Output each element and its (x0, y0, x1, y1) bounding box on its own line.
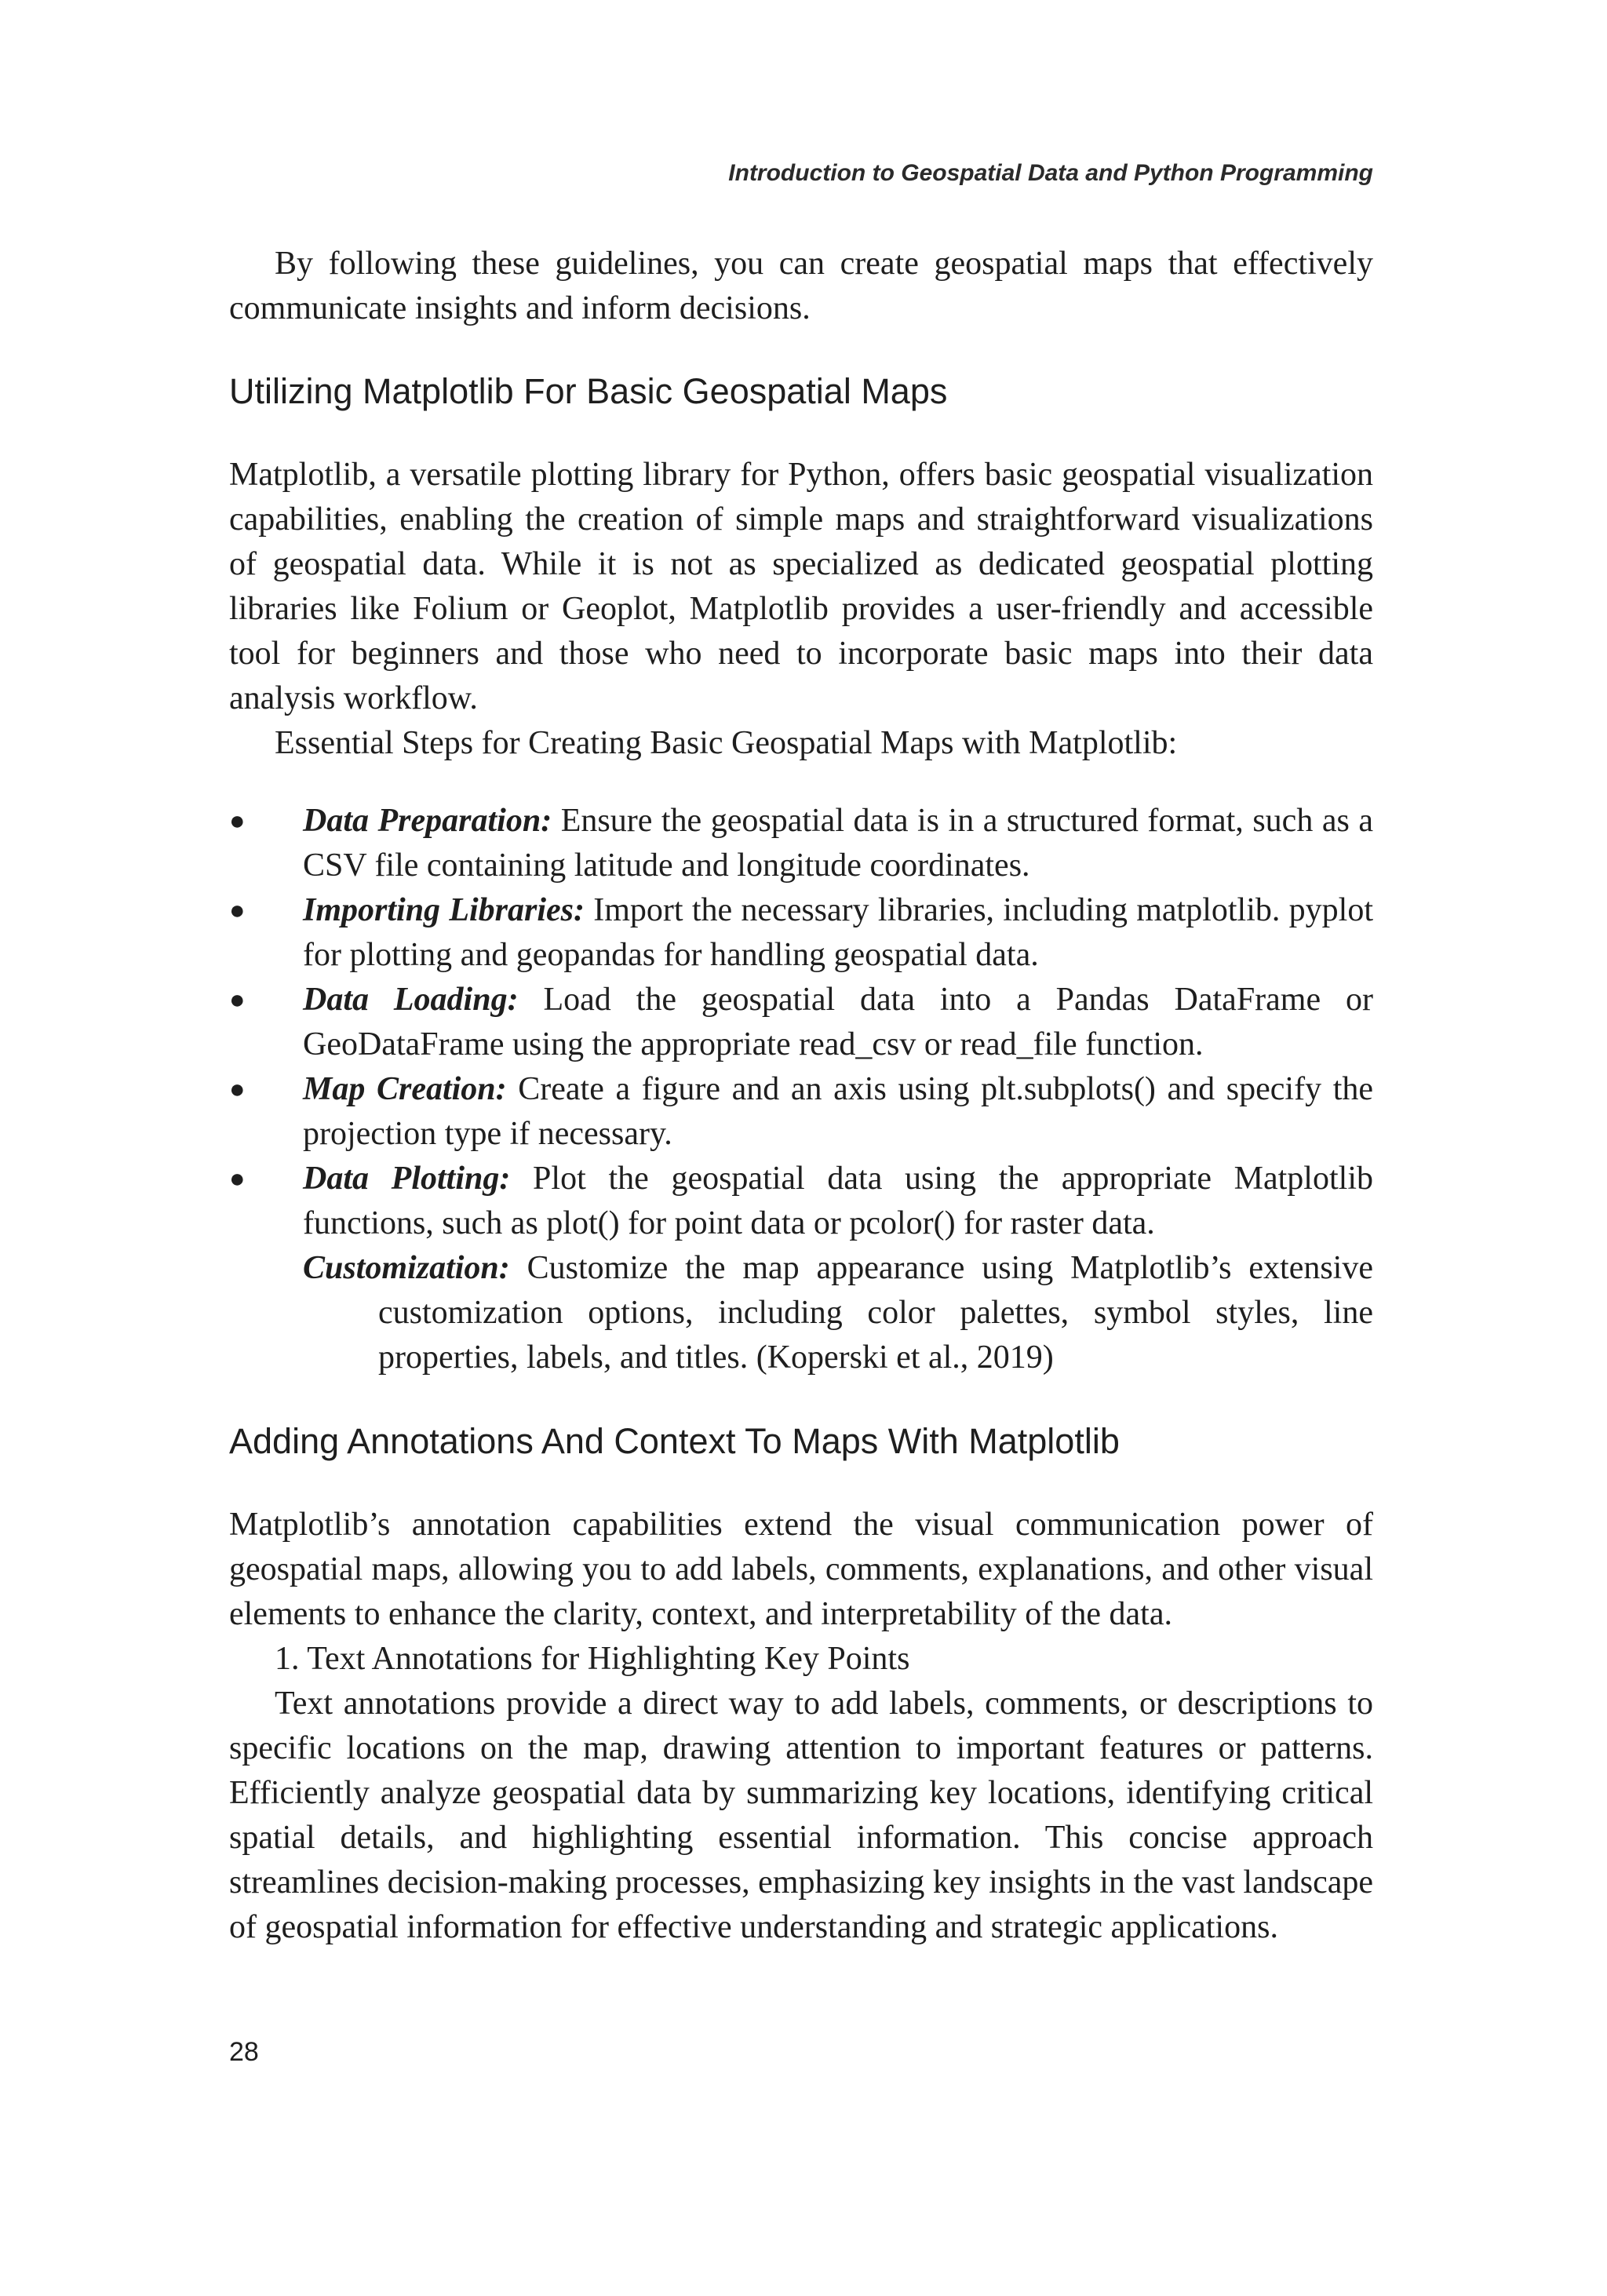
steps-list (229, 799, 1373, 1246)
bullet-icon: ● (229, 986, 246, 1015)
bullet-text: Ensure the geospatial data is in a structured format, such as a CSV file containing latitude and longitude coordinates. (303, 803, 1374, 884)
steps-intro: Essential Steps for Creating Basic Geospatial Maps with Matplotlib: (275, 725, 1178, 761)
bullet-term: Importing Libraries: (303, 892, 585, 928)
running-header: Introduction to Geospatial Data and Python Programming (728, 160, 1373, 186)
list-item (229, 888, 1373, 978)
section-heading-matplotlib-basic-maps: Utilizing Matplotlib For Basic Geospatial Maps (229, 371, 948, 411)
bullet-term: Map Creation: (303, 1071, 507, 1107)
customization-item (303, 1246, 1373, 1380)
bullet-icon: ● (229, 807, 246, 836)
bullet-text: Create a figure and an axis using plt.subplots() and specify the projection type if necessary. (303, 1071, 1374, 1152)
bullet-text: Load the geospatial data into a Pandas DataFrame or GeoDataFrame using the appropriate read_csv or read_file function. (303, 982, 1374, 1062)
customization-term: Customization: (303, 1250, 510, 1286)
customization-text: Customize the map appearance using Matplotlib’s extensive customization options, including color palettes, symbol styles, line properties, labels, and titles. (Koperski et al., 2019) (378, 1250, 1373, 1376)
bullet-term: Data Plotting: (303, 1161, 511, 1197)
bullet-term: Data Preparation: (303, 803, 552, 839)
bullet-icon: ● (229, 896, 246, 925)
section2-paragraph-2: Text annotations provide a direct way to add labels, comments, or descriptions to specific locations on the map, drawing attention to important features or patterns. Efficiently analyze geospatial data by summarizing key locations, identifying critical spatial details, and highlighting essential information. This concise approach streamlines decision-making processes, emphasizing key insights in the vast landscape of geospatial information for effective understanding and strategic applications. (229, 1686, 1373, 1945)
list-item (229, 1157, 1373, 1246)
bullet-term: Data Loading: (303, 982, 519, 1018)
bullet-icon: ● (229, 1164, 246, 1194)
page-body (229, 242, 1373, 1950)
bullet-text: Plot the geospatial data using the appropriate Matplotlib functions, such as plot() for point data or pcolor() for raster data. (303, 1161, 1373, 1241)
intro-paragraph: By following these guidelines, you can create geospatial maps that effectively communicate insights and inform decisions. (229, 246, 1373, 326)
subheading-text-annotations: 1. Text Annotations for Highlighting Key Points (275, 1641, 910, 1677)
list-item (229, 978, 1373, 1067)
section2-paragraph: Matplotlib’s annotation capabilities extend the visual communication power of geospatial maps, allowing you to add labels, comments, explanations, and other visual elements to enhance the clarity, context, and interpretability of the data. (229, 1507, 1373, 1632)
page-number: 28 (229, 2037, 259, 2067)
section1-paragraph: Matplotlib, a versatile plotting library for Python, offers basic geospatial visualization capabilities, enabling the creation of simple maps and straightforward visualizations of geospatial data. While it is not as specialized as dedicated geospatial plotting libraries like Folium or Geoplot, Matplotlib provides a user-friendly and accessible tool for beginners and those who need to incorporate basic maps into their data analysis workflow. (229, 457, 1373, 716)
list-item (229, 799, 1373, 888)
section-heading-annotations: Adding Annotations And Context To Maps With Matplotlib (229, 1421, 1120, 1461)
list-item (229, 1067, 1373, 1157)
bullet-icon: ● (229, 1075, 246, 1104)
bullet-text: Import the necessary libraries, including matplotlib. pyplot for plotting and geopandas for handling geospatial data. (303, 892, 1373, 973)
